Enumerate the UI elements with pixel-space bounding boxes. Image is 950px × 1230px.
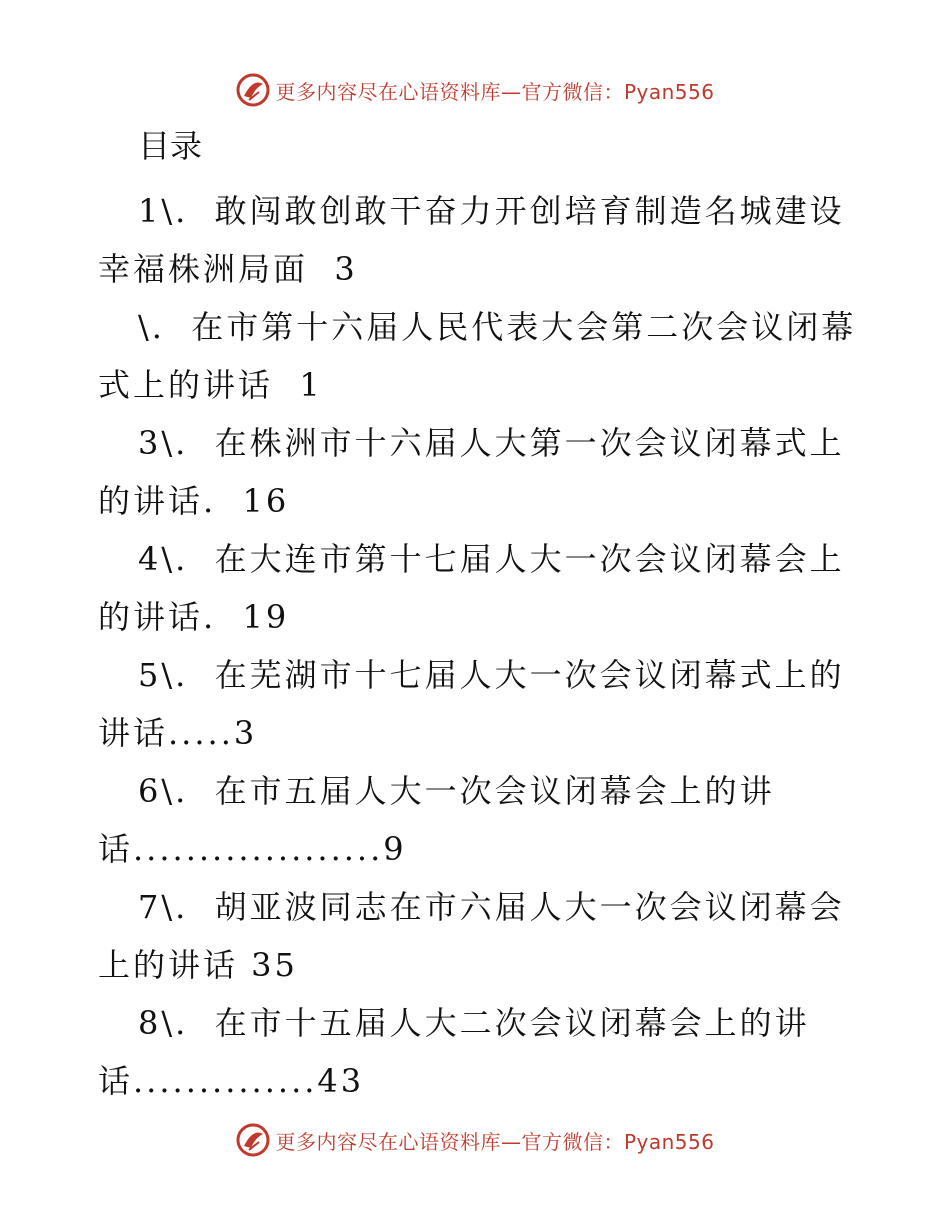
watermark-text: 更多内容尽在心语资料库—官方微信：Pyan556 (275, 1129, 715, 1154)
toc-entry-6: 6\. 在市五届人大一次会议闭幕会上的讲话...................9 (98, 772, 775, 868)
toc-entry-3: 3\. 在株洲市十六届人大第一次会议闭幕式上的讲话. 16 (98, 424, 845, 520)
toc-entry-1: 1\. 敢闯敢创敢干奋力开创培育制造名城建设幸福株洲局面 3 (98, 192, 845, 288)
footer-watermark (0, 1120, 950, 1160)
seal-logo-icon (235, 1122, 271, 1158)
watermark-text: 更多内容尽在心语资料库—官方微信：Pyan556 (275, 79, 715, 104)
toc-entry-5: 5\. 在芜湖市十七届人大一次会议闭幕式上的讲话.....3 (98, 656, 845, 752)
toc-entry-4: 4\. 在大连市第十七届人大一次会议闭幕会上的讲话. 19 (98, 540, 845, 636)
toc-entry-7: 7\. 胡亚波同志在市六届人大一次会议闭幕会上的讲话 35 (98, 888, 845, 984)
toc-entry-2: \. 在市第十六届人民代表大会第二次会议闭幕式上的讲话 1 (98, 308, 857, 404)
table-of-contents (98, 122, 858, 1110)
toc-entry-8: 8\. 在市十五届人大二次会议闭幕会上的讲话..............43 (98, 1004, 810, 1100)
seal-logo-icon (235, 72, 271, 108)
header-watermark (0, 70, 950, 110)
toc-title: 目录 (138, 127, 203, 165)
